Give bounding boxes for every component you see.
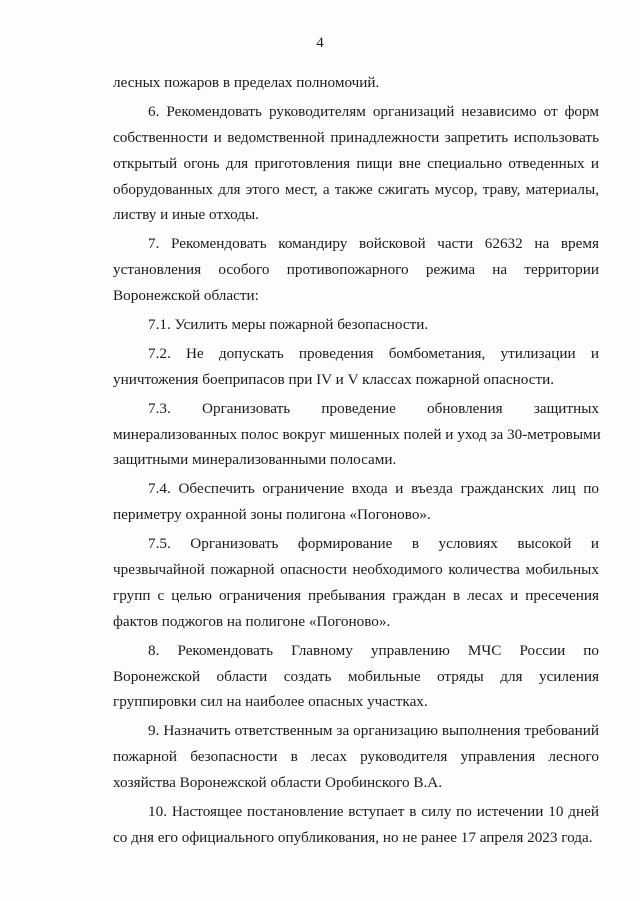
text-line: Воронежской области:	[113, 287, 259, 305]
text-line: 10. Настоящее постановление вступает в силу по истечении 10 дней	[148, 803, 599, 821]
text-line: со дня его официального опубликования, но не ранее 17 апреля 2023 года.	[113, 828, 593, 846]
text-line: собственности и ведомственной принадлежности запретить использовать	[113, 128, 599, 146]
text-line: открытый огонь для приготовления пищи вне специально отведенных и	[113, 154, 599, 172]
text-line: 7.5. Организовать формирование в условиях высокой и	[148, 535, 599, 553]
text-line: 9. Назначить ответственным за организацию выполнения требований	[148, 722, 599, 740]
text-line: хозяйства Воронежской области Оробинского В.А.	[113, 774, 443, 792]
text-line: периметру охранной зоны полигона «Погоново».	[113, 506, 431, 524]
text-line: фактов поджогов на полигоне «Погоново».	[113, 612, 391, 630]
text-line: 7.4. Обеспечить ограничение входа и въезда гражданских лиц по	[148, 480, 599, 498]
text-line: 7.3. Организовать проведение обновления защитных	[148, 399, 599, 417]
text-line: группировки сил на наиболее опасных участках.	[113, 693, 428, 711]
text-line: чрезвычайной пожарной опасности необходимого количества мобильных	[113, 561, 599, 579]
text-line: групп с целью ограничения пребывания граждан в лесах и пресечения	[113, 586, 599, 604]
page-number: 4	[316, 35, 324, 51]
text-line: 7.2. Не допускать проведения бомбометания, утилизации и	[148, 344, 599, 362]
text-line: листву и иные отходы.	[113, 206, 259, 224]
text-line: 8. Рекомендовать Главному управлению МЧС России по	[148, 641, 599, 659]
text-line: минерализованных полос вокруг мишенных полей и уход за 30-метровыми	[113, 425, 601, 443]
text-line: защитными минерализованными полосами.	[113, 451, 397, 469]
text-line: Воронежской области создать мобильные отряды для усиления	[113, 667, 599, 685]
text-line: 6. Рекомендовать руководителям организаций независимо от форм	[148, 102, 599, 120]
text-line: 7. Рекомендовать командиру войсковой части 62632 на время	[148, 235, 599, 253]
text-line: установления особого противопожарного режима на территории	[113, 261, 599, 279]
text-line: пожарной безопасности в лесах руководителя управления лесного	[113, 748, 599, 766]
text-line: лесных пожаров в пределах полномочий.	[113, 74, 380, 91]
text-line: 7.1. Усилить меры пожарной безопасности.	[148, 316, 429, 334]
document-body	[113, 70, 599, 851]
text-line: уничтожения боеприпасов при IV и V классах пожарной опасности.	[113, 370, 555, 388]
text-line: оборудованных для этого мест, а также сжигать мусор, траву, материалы,	[113, 180, 599, 198]
